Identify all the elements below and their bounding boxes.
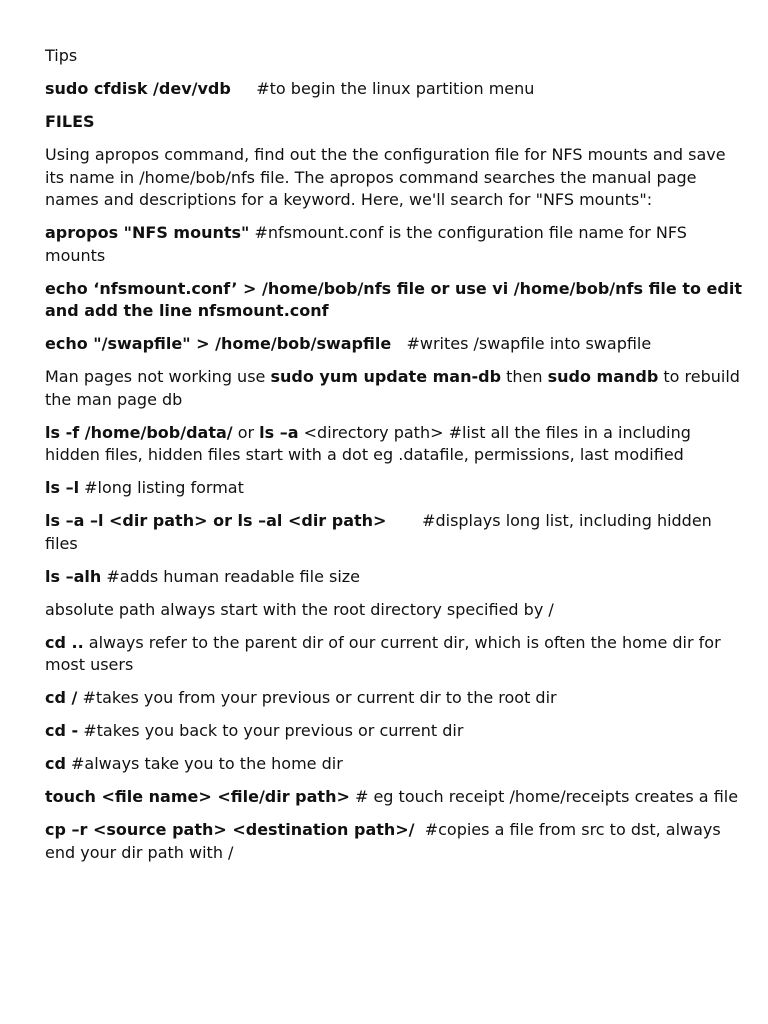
text-paragraph <box>45 222 745 267</box>
body-text: #displays long list, including hidden files <box>45 511 717 553</box>
command-text: apropos "NFS mounts" <box>45 223 250 242</box>
body-text: #copies a file from src to dst, always end your dir path with / <box>45 820 726 862</box>
body-text: always refer to the parent dir of our current dir, which is often the home dir for most users <box>45 632 726 674</box>
command-text: sudo yum update man-db <box>270 367 502 386</box>
command-text: ls –alh <box>45 566 102 586</box>
document-page <box>45 45 748 875</box>
text-paragraph <box>45 819 745 864</box>
command-text: sudo mandb <box>547 367 659 386</box>
command-text: cd - <box>45 721 79 740</box>
command-text: ls –a –l <dir path> or ls –al <dir path> <box>45 511 387 530</box>
text-paragraph <box>45 632 745 677</box>
body-text: or <box>232 422 260 442</box>
text-paragraph <box>45 753 745 776</box>
text-paragraph <box>45 566 745 589</box>
text-paragraph <box>45 720 745 743</box>
command-text: cd <box>45 754 66 773</box>
body-text: Tips <box>45 46 78 65</box>
body-text: <directory path> #list all the files in a including hidden files, hidden files start with a dot eg .datafile, permissions, last modified <box>45 422 696 464</box>
body-text: #nfsmount.conf is the configuration file name for NFS mounts <box>45 223 693 265</box>
command-text: touch <file name> <file/dir path> <box>45 787 350 806</box>
text-paragraph <box>45 111 745 134</box>
command-text: ls –a <box>259 422 299 442</box>
text-paragraph <box>45 45 745 68</box>
text-paragraph <box>45 786 745 809</box>
command-text: ls -f /home/bob/data/ <box>45 422 233 442</box>
command-text: FILES <box>45 112 95 131</box>
command-text: cd / <box>45 688 78 707</box>
body-text: # eg touch receipt /home/receipts creates a file <box>349 787 739 806</box>
body-text: #to begin the linux partition menu <box>230 79 535 98</box>
body-text: #adds human readable file size <box>101 566 361 586</box>
command-text: cp –r <source path> <destination path>/ <box>45 820 415 839</box>
body-text: #takes you from your previous or current dir to the root dir <box>77 688 557 707</box>
text-paragraph <box>45 477 745 500</box>
body-text: #takes you back to your previous or current dir <box>78 721 464 740</box>
body-text: #long listing format <box>79 478 244 497</box>
body-text: #writes /swapfile into swapfile <box>391 334 652 353</box>
command-text: echo ‘nfsmount.conf’ > /home/bob/nfs file or use vi /home/bob/nfs file to edit and add the line nfsmount.conf <box>45 278 748 320</box>
command-text: cd .. <box>45 632 84 652</box>
command-text: sudo cfdisk /dev/vdb <box>45 79 231 98</box>
body-text: #always take you to the home dir <box>65 754 343 773</box>
text-paragraph <box>45 366 745 411</box>
text-paragraph <box>45 78 745 101</box>
text-paragraph <box>45 422 745 467</box>
command-text: ls –l <box>45 478 80 497</box>
text-paragraph <box>45 510 745 555</box>
command-text: echo "/swapfile" > /home/bob/swapfile <box>45 334 392 353</box>
body-text: then <box>501 367 548 386</box>
body-text: absolute path always start with the root directory specified by / <box>45 599 554 619</box>
text-paragraph <box>45 144 745 212</box>
body-text: Using apropos command, find out the the configuration file for NFS mounts and save its name in /home/bob/nfs file. The apropos command searches the manual page names and descriptions for a keyword. Here, we'll search for "NFS mounts": <box>45 145 731 209</box>
text-paragraph <box>45 687 745 710</box>
text-paragraph <box>45 599 745 622</box>
text-paragraph <box>45 278 748 323</box>
body-text: to rebuild the man page db <box>45 367 746 409</box>
text-paragraph <box>45 333 745 356</box>
body-text: Man pages not working use <box>45 367 271 386</box>
